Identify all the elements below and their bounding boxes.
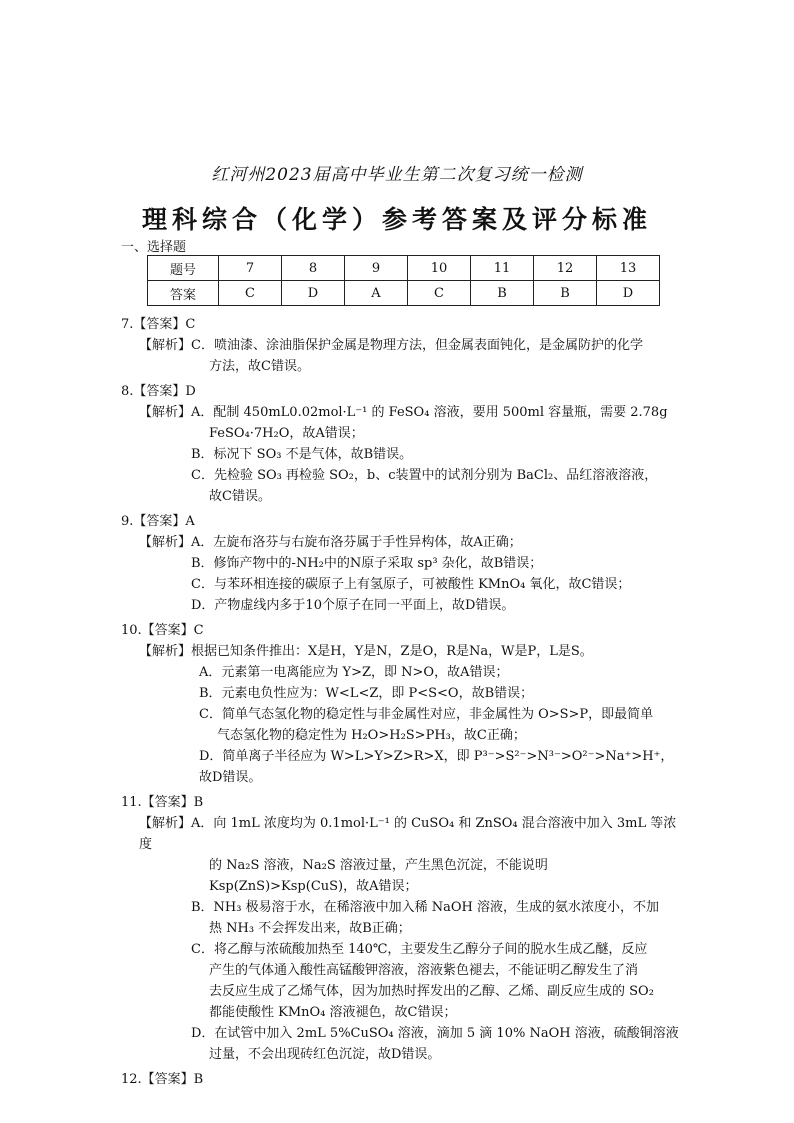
q7-answer: 7.【答案】C (121, 317, 196, 332)
answer-cell: A (345, 281, 408, 306)
q11-option-c-cont3: 都能使酸性 KMnO₄ 溶液褪色，故C错误； (209, 1005, 457, 1020)
question-number-cell: 7 (219, 256, 282, 281)
q10-answer: 10.【答案】C (121, 623, 204, 638)
question-number-cell: 12 (534, 256, 597, 281)
exam-title: 红河州2023届高中毕业生第二次复习统一检测 (211, 165, 583, 185)
q11-answer: 11.【答案】B (121, 795, 204, 810)
q10-option-c: C．简单气态氢化物的稳定性与非金属性对应，非金属性为 O>S>P，即最简单 (199, 707, 654, 722)
q8-option-c: C．先检验 SO₃ 再检验 SO₂，b、c装置中的试剂分别为 BaCl₂、品红溶液溶液， (191, 468, 658, 483)
answer-key-title: 理科综合（化学）参考答案及评分标准 (141, 205, 652, 234)
q10-option-d: D．简单离子半径应为 W>L>Y>Z>R>X，即 P³⁻>S²⁻>N³⁻>O²⁻>Na⁺>H⁺，故D错误。 (199, 749, 674, 785)
q11-option-d-cont: 过量，不会出现砖红色沉淀，故D错误。 (209, 1047, 441, 1062)
explanations (121, 314, 681, 1090)
q8-option-b: B．标况下 SO₃ 不是气体，故B错误。 (191, 447, 413, 462)
answer-cell: B (534, 281, 597, 306)
q10-option-a: A．元素第一电离能应为 Y>Z，即 N>O，故A错误； (199, 665, 509, 680)
question-number-cell: 10 (408, 256, 471, 281)
q8-option-a: 【解析】A．配制 450mL0.02mol·L⁻¹ 的 FeSO₄ 溶液，要用 500ml 容量瓶，需要 2.78g (139, 405, 668, 420)
q10-analysis: 【解析】根据已知条件推出：X是H，Y是N，Z是O，R是Na，W是P，L是S。 (139, 644, 593, 659)
answer-cell: D (282, 281, 345, 306)
question-11 (121, 792, 681, 1065)
q11-option-b-cont: 热 NH₃ 不会挥发出来，故B正确； (209, 921, 411, 936)
q11-option-a: 【解析】A．向 1mL 浓度均为 0.1mol·L⁻¹ 的 CuSO₄ 和 ZnSO₄ 混合溶液中加入 3mL 等浓度 (139, 816, 677, 852)
question-9 (121, 511, 681, 616)
answer-cell: B (471, 281, 534, 306)
q7-analysis-cont: 方法，故C错误。 (209, 359, 310, 374)
q9-option-b: B．修饰产物中的-NH₂中的N原子采取 sp³ 杂化，故B错误； (191, 556, 543, 571)
question-12 (121, 1069, 681, 1090)
q10-option-c-cont: 气态氢化物的稳定性为 H₂O>H₂S>PH₃，故C正确； (217, 728, 526, 743)
question-10 (121, 620, 681, 788)
q11-option-c-cont2: 去反应生成了乙烯气体，因为加热时挥发出的乙醇、乙烯、副反应生成的 SO₂ (209, 984, 654, 999)
q12-answer: 12.【答案】B (121, 1072, 204, 1087)
q9-option-c: C．与苯环相连接的碳原子上有氢原子，可被酸性 KMnO₄ 氧化，故C错误； (191, 577, 631, 592)
q11-option-b: B．NH₃ 极易溶于水，在稀溶液中加入稀 NaOH 溶液，生成的氨水浓度小，不加 (191, 900, 659, 915)
row-header-answer: 答案 (148, 281, 219, 306)
question-number-cell: 11 (471, 256, 534, 281)
q9-option-a: 【解析】A．左旋布洛芬与右旋布洛芬属于手性异构体，故A正确； (139, 535, 522, 550)
q9-answer: 9.【答案】A (121, 514, 195, 529)
answer-cell: D (597, 281, 660, 306)
answer-cell: C (219, 281, 282, 306)
question-8 (121, 381, 681, 507)
answer-row (148, 281, 660, 306)
q8-answer: 8.【答案】D (121, 384, 196, 399)
question-7 (121, 314, 681, 377)
q8-option-c-cont: 故C错误。 (209, 489, 271, 504)
question-number-cell: 9 (345, 256, 408, 281)
question-number-cell: 13 (597, 256, 660, 281)
q9-option-d: D．产物虚线内多于10个原子在同一平面上，故D错误。 (191, 598, 515, 613)
q10-option-b: B．元素电负性应为：W<L<Z，即 P<S<O，故B错误； (199, 686, 534, 701)
q7-analysis: 【解析】C．喷油漆、涂油脂保护金属是物理方法，但金属表面钝化，是金属防护的化学 (139, 338, 643, 353)
section-heading-multiple-choice: 一、选择题 (121, 240, 187, 255)
question-number-row (148, 256, 660, 281)
q11-option-c: C．将乙醇与浓硫酸加热至 140℃，主要发生乙醇分子间的脱水生成乙醚，反应 (191, 942, 648, 957)
q11-option-a-cont2: Ksp(ZnS)>Ksp(CuS)，故A错误； (209, 879, 418, 894)
answer-table (147, 255, 660, 306)
answer-cell: C (408, 281, 471, 306)
q8-option-a-cont: FeSO₄·7H₂O，故A错误； (209, 426, 364, 441)
q11-option-d: D．在试管中加入 2mL 5%CuSO₄ 溶液，滴加 5 滴 10% NaOH 溶液，硫酸铜溶液 (191, 1026, 679, 1041)
q11-option-a-cont: 的 Na₂S 溶液，Na₂S 溶液过量，产生黑色沉淀，不能说明 (209, 858, 548, 873)
q11-option-c-cont: 产生的气体通入酸性高锰酸钾溶液，溶液紫色褪去，不能证明乙醇发生了消 (209, 963, 639, 978)
row-header-question: 题号 (148, 256, 219, 281)
question-number-cell: 8 (282, 256, 345, 281)
